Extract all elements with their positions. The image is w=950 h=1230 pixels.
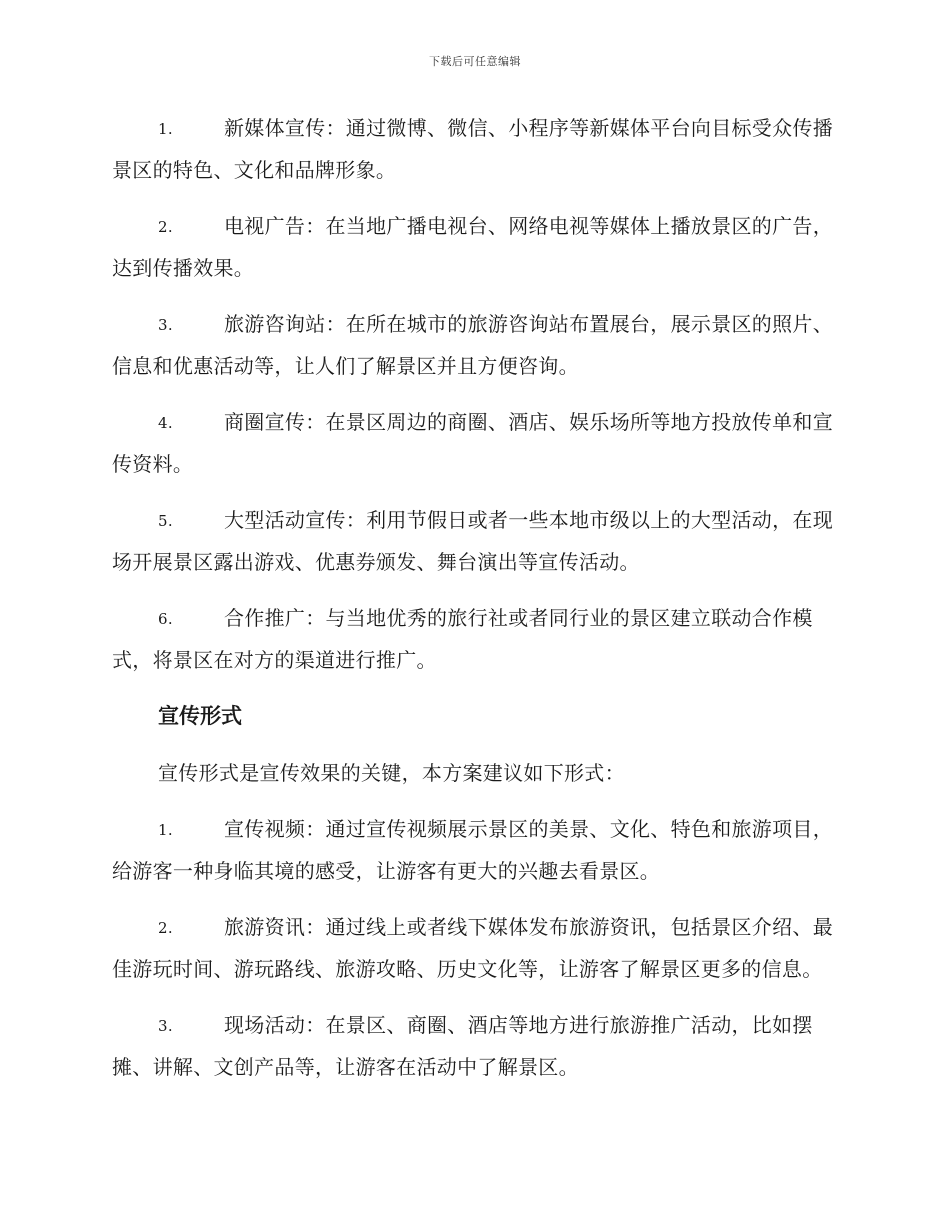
list-item-text: 电视广告：在当地广播电视台、网络电视等媒体上播放景区的广告，达到传播效果。 [112, 214, 833, 280]
list-number: 3. [158, 1017, 173, 1035]
section-heading: 宣传形式 [158, 704, 242, 728]
list-item [112, 402, 836, 485]
list-item [112, 304, 836, 387]
list-item-text: 新媒体宣传：通过微博、微信、小程序等新媒体平台向目标受众传播景区的特色、文化和品牌形象。 [112, 116, 833, 182]
list-number: 2. [158, 919, 173, 937]
section-intro: 宣传形式是宣传效果的关键，本方案建议如下形式： [158, 761, 625, 785]
list-item [112, 907, 836, 990]
list-number: 5. [158, 512, 173, 530]
list-number: 4. [158, 414, 173, 432]
list-number: 2. [158, 218, 173, 236]
page-header: 下载后可任意编辑 [429, 55, 521, 68]
list-item-text: 大型活动宣传：利用节假日或者一些本地市级以上的大型活动，在现场开展景区露出游戏、优惠券颁发、舞台演出等宣传活动。 [112, 508, 833, 574]
list-item-text: 现场活动：在景区、商圈、酒店等地方进行旅游推广活动，比如摆摊、讲解、文创产品等，让游客在活动中了解景区。 [112, 1013, 813, 1079]
list-item [112, 598, 836, 681]
list-item-text: 旅游咨询站：在所在城市的旅游咨询站布置展台，展示景区的照片、信息和优惠活动等，让人们了解景区并且方便咨询。 [112, 312, 833, 378]
list-item [112, 809, 836, 892]
list-item [112, 1005, 836, 1088]
list-item [112, 206, 836, 289]
list-item-text: 旅游资讯：通过线上或者线下媒体发布旅游资讯，包括景区介绍、最佳游玩时间、游玩路线、旅游攻略、历史文化等，让游客了解景区更多的信息。 [112, 915, 833, 981]
list-item-text: 宣传视频：通过宣传视频展示景区的美景、文化、特色和旅游项目，给游客一种身临其境的感受，让游客有更大的兴趣去看景区。 [112, 817, 833, 883]
list-number: 3. [158, 316, 173, 334]
list-item-text: 商圈宣传：在景区周边的商圈、酒店、娱乐场所等地方投放传单和宣传资料。 [112, 410, 833, 476]
list-number: 1. [158, 821, 173, 839]
list-item [112, 108, 836, 191]
list-number: 6. [158, 610, 173, 628]
document-body [112, 108, 836, 1103]
list-item-text: 合作推广：与当地优秀的旅行社或者同行业的景区建立联动合作模式，将景区在对方的渠道进行推广。 [112, 606, 813, 672]
list-number: 1. [158, 120, 173, 138]
list-item [112, 500, 836, 583]
